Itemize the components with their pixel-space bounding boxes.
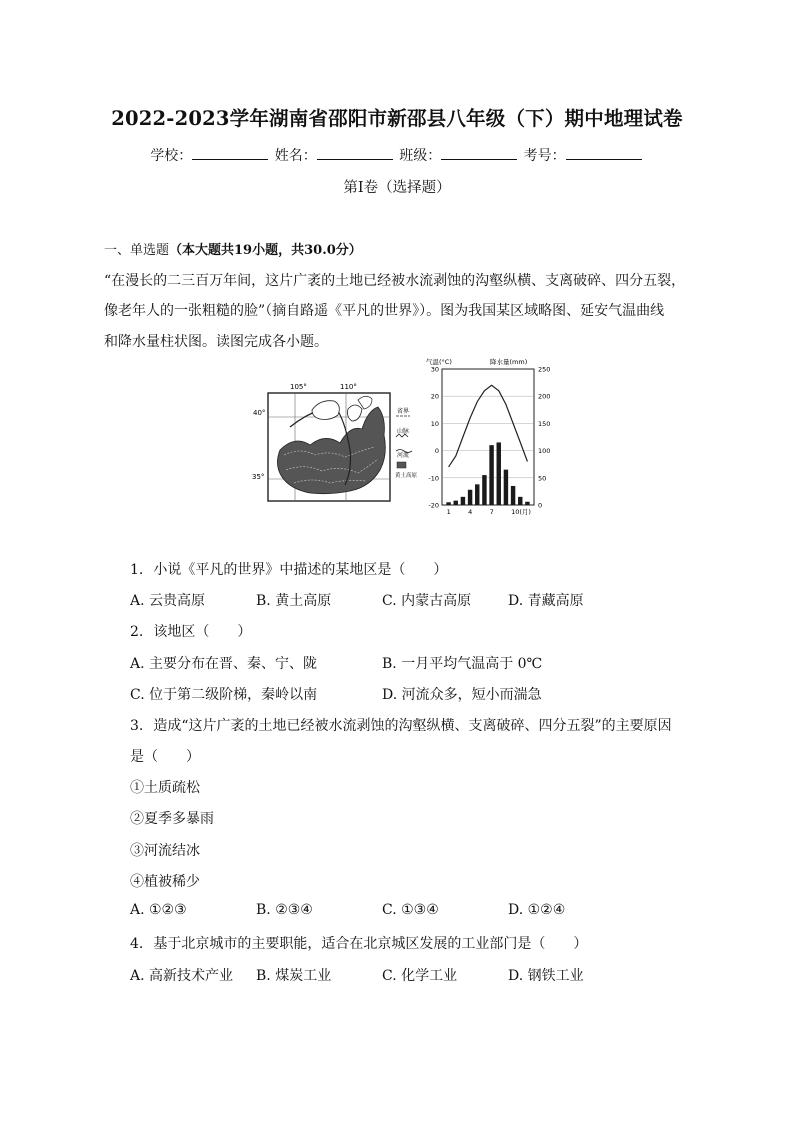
chart-right-tick-label: 100 bbox=[538, 447, 550, 456]
chart-left-tick-label: 30 bbox=[430, 365, 439, 374]
q2-option-b[interactable]: B. 一月平均气温高于 0℃ bbox=[382, 656, 543, 672]
precipitation-bar bbox=[468, 490, 472, 505]
intro-line-2: 像老年人的一张粗糙的脸”（摘自路遥《平凡的世界》）。图为我国某区域略图、延安气温曲线 bbox=[104, 303, 665, 319]
q3-item-3: ③河流结冰 bbox=[130, 843, 200, 859]
q2-option-a[interactable]: A. 主要分布在晋、秦、宁、陇 bbox=[130, 656, 318, 672]
question-4 bbox=[130, 933, 587, 953]
q1-option-c[interactable]: C. 内蒙古高原 bbox=[382, 593, 472, 609]
class-label: 班级： bbox=[399, 148, 442, 164]
section-detail: （本大题共19小题，共30.0分） bbox=[169, 243, 362, 258]
question-2-text: 该地区（ ） bbox=[153, 624, 252, 640]
chart-x-tick-label: 10(月) bbox=[511, 508, 531, 516]
chart-right-tick-label: 0 bbox=[538, 501, 543, 510]
question-3-number: 3. bbox=[130, 718, 144, 734]
exam-no-label: 考号： bbox=[523, 148, 566, 164]
precipitation-bar bbox=[482, 475, 486, 505]
q1-option-a[interactable]: A. 云贵高原 bbox=[130, 593, 206, 609]
chart-left-axis-title: 气温(°C) bbox=[426, 358, 452, 366]
q4-option-c[interactable]: C. 化学工业 bbox=[382, 968, 458, 984]
question-1-text: 小说《平凡的世界》中描述的某地区是（ ） bbox=[153, 562, 448, 578]
precipitation-bar bbox=[475, 484, 479, 505]
precipitation-bar bbox=[461, 497, 465, 505]
map-lat-label-1: 40° bbox=[253, 409, 266, 417]
precipitation-bar bbox=[525, 502, 529, 505]
name-blank bbox=[317, 147, 393, 160]
legend-loess: 黄土高原 bbox=[395, 473, 418, 479]
chart-right-axis-title: 降水量(mm) bbox=[490, 358, 528, 366]
q4-option-b[interactable]: B. 煤炭工业 bbox=[256, 968, 332, 984]
chart-left-tick-label: 10 bbox=[430, 419, 439, 428]
chart-left-tick-label: 0 bbox=[434, 447, 439, 456]
section-prefix: 一、单选题 bbox=[104, 243, 170, 258]
exam-title: 2022-2023学年湖南省邵阳市新邵县八年级（下）期中地理试卷 bbox=[111, 107, 683, 130]
question-4-text: 基于北京城市的主要职能，适合在北京城区发展的工业部门是（ ） bbox=[153, 936, 588, 952]
volume-heading: 第I卷（选择题） bbox=[343, 180, 451, 196]
chart-right-tick-label: 50 bbox=[538, 474, 547, 483]
region-map bbox=[252, 383, 418, 501]
question-2 bbox=[130, 621, 251, 641]
chart-left-tick-label: -20 bbox=[428, 501, 439, 510]
student-info-line bbox=[0, 145, 794, 165]
map-lon-label-1: 105° bbox=[290, 383, 307, 391]
precipitation-bar bbox=[446, 502, 450, 505]
chart-x-tick-label: 1 bbox=[446, 508, 451, 516]
chart-right-tick-label: 250 bbox=[538, 365, 550, 374]
class-blank bbox=[441, 147, 517, 160]
q3-item-1: ①土质疏松 bbox=[130, 780, 200, 796]
exam-no-blank bbox=[566, 147, 642, 160]
question-1 bbox=[130, 559, 447, 579]
section-heading bbox=[104, 239, 362, 258]
q2-option-d[interactable]: D. 河流众多，短小而湍急 bbox=[382, 687, 542, 703]
q4-option-a[interactable]: A. 高新技术产业 bbox=[130, 968, 234, 984]
legend-province-border: 省界 bbox=[397, 408, 410, 415]
legend-mountain: 山脉 bbox=[397, 428, 410, 435]
question-2-number: 2. bbox=[130, 624, 144, 640]
map-legend bbox=[395, 407, 418, 479]
chart-plot-frame bbox=[442, 369, 534, 505]
chart-right-tick-label: 150 bbox=[538, 419, 550, 428]
chart-x-tick-label: 4 bbox=[468, 508, 473, 516]
q1-option-d[interactable]: D. 青藏高原 bbox=[508, 593, 584, 609]
map-lon-label-2: 110° bbox=[340, 383, 357, 391]
precipitation-bar bbox=[454, 501, 458, 505]
question-4-number: 4. bbox=[130, 936, 144, 952]
precipitation-bar bbox=[518, 497, 522, 505]
q3-option-b[interactable]: B. ②③④ bbox=[256, 902, 313, 918]
figure-map-and-climate-chart bbox=[250, 355, 550, 520]
precipitation-bar bbox=[504, 470, 508, 505]
question-3 bbox=[130, 715, 672, 735]
q3-item-4: ④植被稀少 bbox=[130, 874, 200, 890]
intro-line-3: 和降水量柱状图。读图完成各小题。 bbox=[104, 334, 328, 350]
map-lat-label-2: 35° bbox=[252, 473, 265, 481]
precipitation-bar bbox=[497, 442, 501, 505]
q3-item-2: ②夏季多暴雨 bbox=[130, 811, 214, 827]
chart-right-tick-label: 200 bbox=[538, 392, 550, 401]
q3-option-c[interactable]: C. ①③④ bbox=[382, 902, 439, 918]
name-label: 姓名： bbox=[274, 148, 317, 164]
chart-x-tick-label: 7 bbox=[489, 508, 494, 516]
q3-option-a[interactable]: A. ①②③ bbox=[130, 902, 187, 918]
precipitation-bar bbox=[511, 486, 515, 505]
chart-left-tick-label: 20 bbox=[430, 392, 439, 401]
question-3-text-cont: 是（ ） bbox=[130, 749, 200, 765]
q4-option-d[interactable]: D. 钢铁工业 bbox=[508, 968, 584, 984]
q1-option-b[interactable]: B. 黄土高原 bbox=[256, 593, 332, 609]
chart-left-tick-label: -10 bbox=[428, 474, 439, 483]
climate-chart bbox=[426, 357, 550, 516]
intro-line-1: “在漫长的二三百万年间，这片广袤的土地已经被水流剥蚀的沟壑纵横、支离破碎、四分五裂， bbox=[104, 273, 686, 289]
precipitation-bar bbox=[489, 445, 493, 505]
q2-option-c[interactable]: C. 位于第二级阶梯，秦岭以南 bbox=[130, 687, 318, 703]
question-1-number: 1. bbox=[130, 562, 144, 578]
school-blank bbox=[192, 147, 268, 160]
legend-river: 河流 bbox=[397, 452, 410, 459]
q3-option-d[interactable]: D. ①②④ bbox=[508, 902, 566, 918]
question-3-text: 造成“这片广袤的土地已经被水流剥蚀的沟壑纵横、支离破碎、四分五裂”的主要原因 bbox=[153, 718, 672, 734]
school-label: 学校： bbox=[150, 148, 193, 164]
